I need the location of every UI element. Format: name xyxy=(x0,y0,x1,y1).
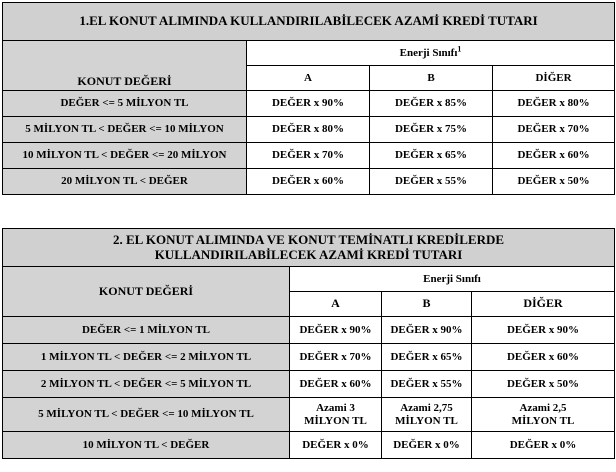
table2-col-b: B xyxy=(382,292,472,317)
row-label: 2 MİLYON TL < DEĞER <= 5 MİLYON TL xyxy=(3,371,290,398)
table1-col-b: B xyxy=(370,66,493,91)
row-label: DEĞER <= 1 MİLYON TL xyxy=(3,317,290,344)
cell-value: Azami 2,75 MİLYON TL xyxy=(382,398,472,432)
table2-title-line2: KULLANDIRILABİLECEK AZAMİ KREDİ TUTARI xyxy=(154,246,463,262)
cell-value: DEĞER x 50% xyxy=(493,169,615,195)
row-label: 10 MİLYON TL < DEĞER xyxy=(3,432,290,459)
row-label: DEĞER <= 5 MİLYON TL xyxy=(3,91,247,117)
second-hand-credit-table xyxy=(2,228,615,459)
cell-value: DEĞER x 0% xyxy=(290,432,382,459)
table-row xyxy=(3,169,615,195)
row-label: 5 MİLYON TL < DEĞER <= 10 MİLYON xyxy=(3,117,247,143)
cell-value: Azami 2,5 MİLYON TL xyxy=(472,398,615,432)
cell-value: DEĞER x 75% xyxy=(370,117,493,143)
table2-enerji-header: Enerji Sınıfı xyxy=(290,267,615,292)
table2-col-a: A xyxy=(290,292,382,317)
cell-value: DEĞER x 55% xyxy=(370,169,493,195)
cell-value: DEĞER x 90% xyxy=(472,317,615,344)
cell-value: DEĞER x 0% xyxy=(472,432,615,459)
cell-value: DEĞER x 60% xyxy=(290,371,382,398)
cell-value: DEĞER x 65% xyxy=(370,143,493,169)
table1-title: 1.EL KONUT ALIMINDA KULLANDIRILABİLECEK AZAMİ KREDİ TUTARI xyxy=(3,3,615,41)
table1-col-a: A xyxy=(247,66,370,91)
table2-col-diger: DİĞER xyxy=(472,292,615,317)
row-label: 10 MİLYON TL < DEĞER <= 20 MİLYON xyxy=(3,143,247,169)
table-row xyxy=(3,432,615,459)
cell-value: DEĞER x 60% xyxy=(472,344,615,371)
table-row xyxy=(3,91,615,117)
table1-enerji-header: Enerji Sınıfı$^1$ xyxy=(247,41,615,66)
cell-value: DEĞER x 90% xyxy=(382,317,472,344)
cell-value: DEĞER x 70% xyxy=(493,117,615,143)
table2-title-line1: 2. EL KONUT ALIMINDA VE KONUT TEMİNATLI KREDİLERDE xyxy=(112,231,505,247)
cell-value: Azami 3 MİLYON TL xyxy=(290,398,382,432)
table-row xyxy=(3,371,615,398)
table-row xyxy=(3,317,615,344)
row-label: 5 MİLYON TL < DEĞER <= 10 MİLYON TL xyxy=(3,398,290,432)
table1-col-diger: DİĞER xyxy=(493,66,615,91)
table-row xyxy=(3,398,615,432)
cell-value: DEĞER x 80% xyxy=(247,117,370,143)
cell-value: DEĞER x 50% xyxy=(472,371,615,398)
table2-title xyxy=(3,229,615,267)
table2-konut-header: KONUT DEĞERİ xyxy=(3,267,290,317)
cell-value: DEĞER x 85% xyxy=(370,91,493,117)
cell-value: DEĞER x 90% xyxy=(247,91,370,117)
first-hand-credit-table xyxy=(2,2,615,195)
cell-value: DEĞER x 70% xyxy=(247,143,370,169)
cell-value: DEĞER x 65% xyxy=(382,344,472,371)
cell-value: DEĞER x 60% xyxy=(493,143,615,169)
cell-value: DEĞER x 60% xyxy=(247,169,370,195)
cell-value: DEĞER x 0% xyxy=(382,432,472,459)
cell-value: DEĞER x 55% xyxy=(382,371,472,398)
table-row xyxy=(3,143,615,169)
cell-value: DEĞER x 80% xyxy=(493,91,615,117)
table1-konut-header: KONUT DEĞERİ xyxy=(3,41,247,91)
cell-value: DEĞER x 70% xyxy=(290,344,382,371)
cell-value: DEĞER x 90% xyxy=(290,317,382,344)
table-row xyxy=(3,344,615,371)
row-label: 20 MİLYON TL < DEĞER xyxy=(3,169,247,195)
table-row xyxy=(3,117,615,143)
row-label: 1 MİLYON TL < DEĞER <= 2 MİLYON TL xyxy=(3,344,290,371)
